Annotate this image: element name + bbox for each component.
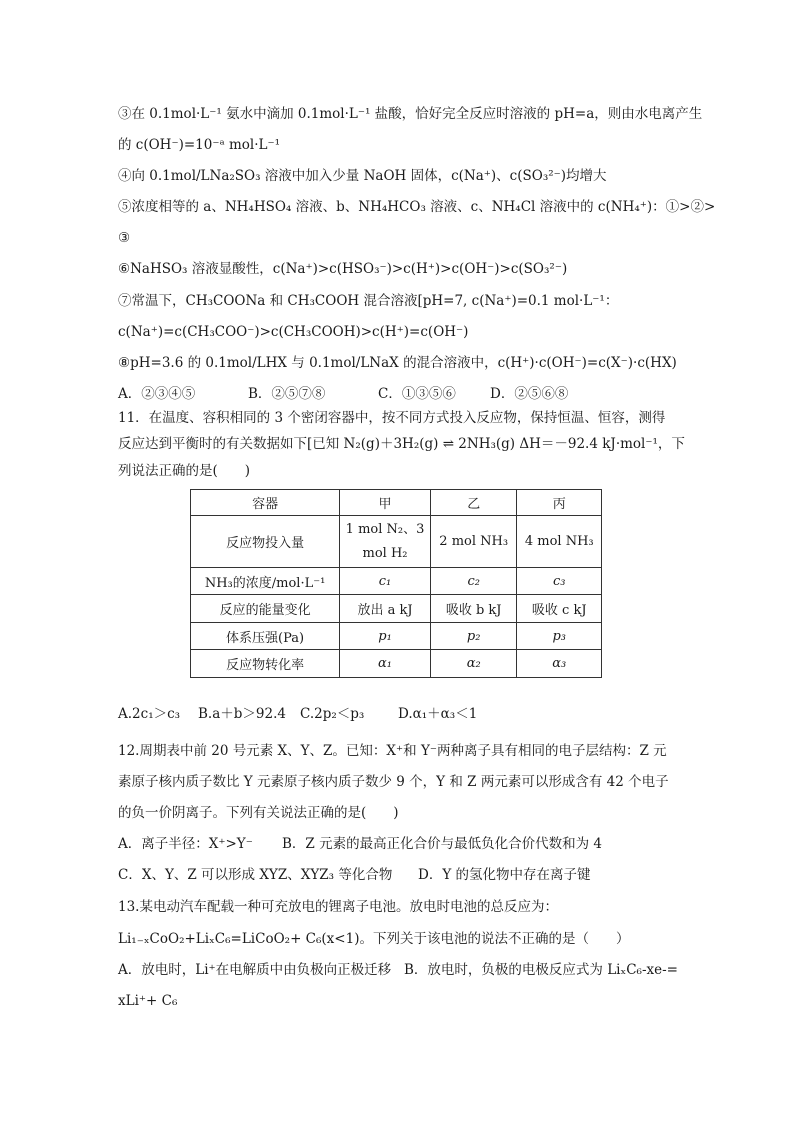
table-cell: 反应物转化率 <box>191 650 340 678</box>
q12-options-row1 <box>118 834 678 854</box>
table-cell: c₂ <box>430 568 517 595</box>
q12-stem-line3: 的负一价阴离子。下列有关说法正确的是( ) <box>118 805 399 821</box>
q13-option-b-continued: xLi⁺+ C₆ <box>118 993 178 1009</box>
table-cell: p₃ <box>517 623 602 650</box>
q10-option-a[interactable]: A．②③④⑤ <box>118 386 196 402</box>
statement-4: ④向 0.1mol/LNa₂SO₃ 溶液中加入少量 NaOH 固体，c(Na⁺)、c(SO₃²⁻)均增大 <box>118 168 607 184</box>
q13-option-b[interactable]: B．放电时，负极的电极反应式为 LiₓC₆-xe-= <box>404 962 678 978</box>
q11-stem-line2: 反应达到平衡时的有关数据如下[已知 N₂(g)＋3H₂(g) ⇌ 2NH₃(g) ΔH＝－92.4 kJ·mol⁻¹，下 <box>118 436 685 452</box>
statement-5-line1: ⑤浓度相等的 a、NH₄HSO₄ 溶液、b、NH₄HCO₃ 溶液、c、NH₄Cl 溶液中的 c(NH₄⁺)：①>②> <box>118 199 716 215</box>
q12-options-row2 <box>118 865 678 885</box>
table-cell: 2 mol NH₃ <box>430 516 517 568</box>
table-row <box>191 568 602 595</box>
table-header-row <box>191 490 602 516</box>
q11-option-b[interactable]: B.a＋b＞92.4 <box>198 706 286 722</box>
table-header-cell: 丙 <box>517 490 602 516</box>
table-header-cell: 甲 <box>340 490 431 516</box>
q11-stem-line3: 列说法正确的是( ) <box>118 463 251 479</box>
table-cell: 反应物投入量 <box>191 516 340 568</box>
table-cell: c₁ <box>340 568 431 595</box>
q11-stem-line1: 11．在温度、容积相同的 3 个密闭容器中，按不同方式投入反应物，保持恒温、恒容，测得 <box>118 410 666 426</box>
table-cell: p₂ <box>430 623 517 650</box>
q10-options <box>118 384 678 404</box>
table-row <box>191 595 602 623</box>
table-cell: 反应的能量变化 <box>191 595 340 623</box>
table-cell: α₁ <box>340 650 431 678</box>
table-cell: 体系压强(Pa) <box>191 623 340 650</box>
q12-option-d[interactable]: D．Y 的氢化物中存在离子键 <box>418 867 591 883</box>
table-row <box>191 623 602 650</box>
q11-option-c[interactable]: C.2p₂＜p₃ <box>300 706 365 722</box>
q11-option-d[interactable]: D.α₁＋α₃＜1 <box>398 706 478 722</box>
statement-7-line1: ⑦常温下，CH₃COONa 和 CH₃COOH 混合溶液[pH=7, c(Na⁺)=0.1 mol·L⁻¹： <box>118 293 619 309</box>
table-cell: 吸收 c kJ <box>517 595 602 623</box>
table-cell: p₁ <box>340 623 431 650</box>
table-cell: α₂ <box>430 650 517 678</box>
table-cell: 放出 a kJ <box>340 595 431 623</box>
statement-5-line2: ③ <box>118 230 131 246</box>
q13-options-row1 <box>118 960 678 980</box>
q13-stem-line1: 13.某电动汽车配载一种可充放电的锂离子电池。放电时电池的总反应为： <box>118 899 558 915</box>
table-row <box>191 650 602 678</box>
q11-option-a[interactable]: A.2c₁＞c₃ <box>118 706 181 722</box>
q10-option-c[interactable]: C．①③⑤⑥ <box>378 386 456 402</box>
q12-stem-line1: 12.周期表中前 20 号元素 X、Y、Z。已知：X⁺和 Y⁻两种离子具有相同的电子层结构：Z 元 <box>118 743 667 759</box>
table-cell: NH₃的浓度/mol·L⁻¹ <box>191 568 340 595</box>
q12-option-c[interactable]: C．X、Y、Z 可以形成 XYZ、XYZ₃ 等化合物 <box>118 867 393 883</box>
table-cell: c₃ <box>517 568 602 595</box>
table-row <box>191 516 602 568</box>
statement-3-line1: ③在 0.1mol·L⁻¹ 氨水中滴加 0.1mol·L⁻¹ 盐酸，恰好完全反应时溶液的 pH=a，则由水电离产生 <box>118 106 703 122</box>
statement-7-line2: c(Na⁺)=c(CH₃COO⁻)>c(CH₃COOH)>c(H⁺)=c(OH⁻) <box>118 324 469 340</box>
q11-options <box>118 704 678 724</box>
q13-option-a[interactable]: A．放电时，Li⁺在电解质中由负极向正极迁移 <box>118 962 392 978</box>
statement-3-line2: 的 c(OH⁻)=10⁻ᵃ mol·L⁻¹ <box>118 137 281 153</box>
q11-data-table <box>190 489 602 678</box>
q12-stem-line2: 素原子核内质子数比 Y 元素原子核内质子数少 9 个，Y 和 Z 两元素可以形成含有 42 个电子 <box>118 774 669 790</box>
q12-option-b[interactable]: B．Z 元素的最高正化合价与最低负化合价代数和为 4 <box>282 836 602 852</box>
statement-8: ⑧pH=3.6 的 0.1mol/LHX 与 0.1mol/LNaX 的混合溶液中，c(H⁺)·c(OH⁻)=c(X⁻)·c(HX) <box>118 355 677 371</box>
table-cell: 1 mol N₂、3 mol H₂ <box>340 516 431 568</box>
statement-6: ⑥NaHSO₃ 溶液显酸性，c(Na⁺)>c(HSO₃⁻)>c(H⁺)>c(OH⁻)>c(SO₃²⁻) <box>118 261 568 277</box>
q13-stem-line2: Li₁₋ₓCoO₂+LiₓC₆=LiCoO₂+ C₆(x<1)。下列关于该电池的说法不正确的是（ ） <box>118 931 630 947</box>
table-header-cell: 乙 <box>430 490 517 516</box>
q10-option-b[interactable]: B．②⑤⑦⑧ <box>248 386 326 402</box>
q10-option-d[interactable]: D．②⑤⑥⑧ <box>490 386 569 402</box>
table-cell: 4 mol NH₃ <box>517 516 602 568</box>
table-cell: 吸收 b kJ <box>430 595 517 623</box>
table-cell: α₃ <box>517 650 602 678</box>
table-header-cell: 容器 <box>191 490 340 516</box>
q12-option-a[interactable]: A．离子半径：X⁺>Y⁻ <box>118 836 253 852</box>
